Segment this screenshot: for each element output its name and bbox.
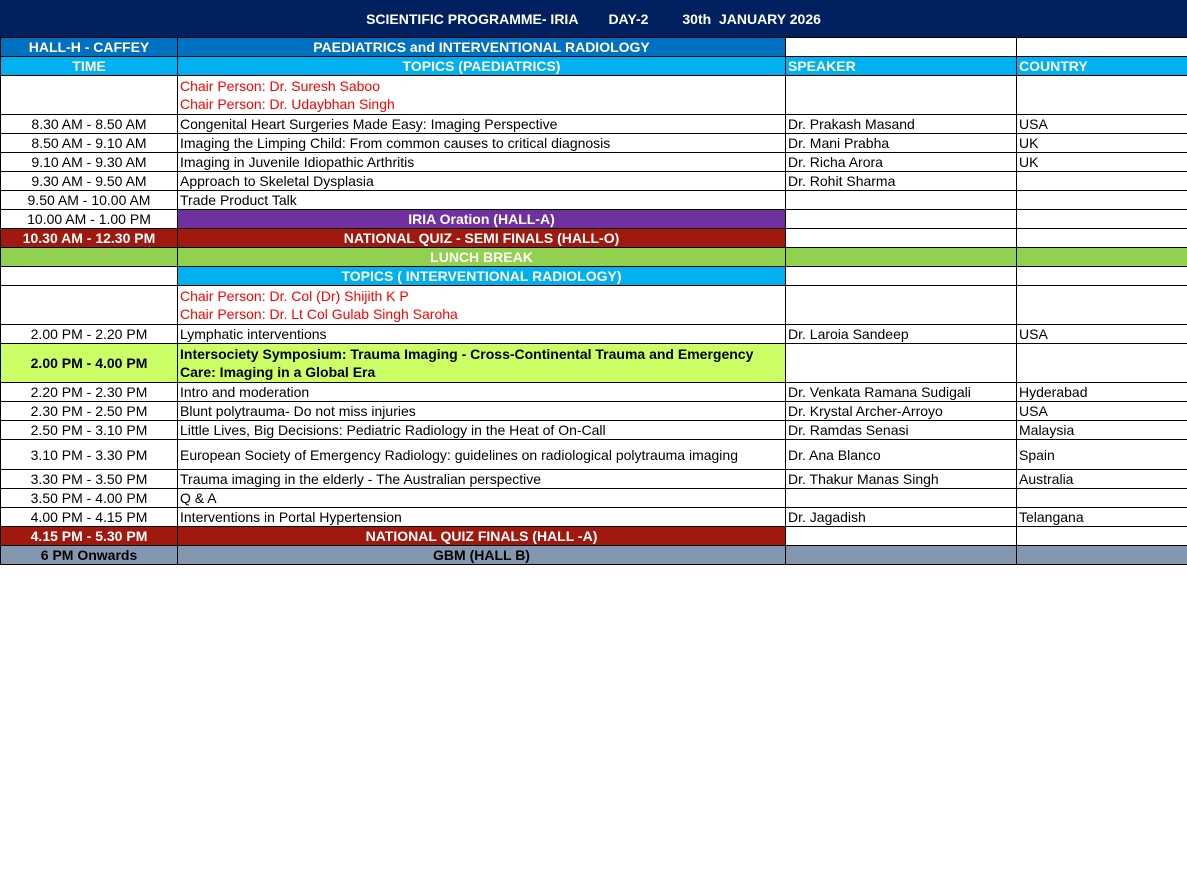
empty-cell [1017, 546, 1187, 565]
col-header-time: TIME [1, 57, 178, 76]
time-cell: 2.50 PM - 3.10 PM [1, 421, 178, 440]
speaker-cell: Dr. Ana Blanco [786, 440, 1017, 470]
empty-cell [1017, 527, 1187, 546]
ir-topics-row [1, 267, 1187, 286]
lunch-band: LUNCH BREAK [178, 248, 786, 267]
country-cell: Hyderabad [1017, 383, 1187, 402]
symposium-line: Care: Imaging in a Global Era [180, 364, 376, 380]
gbm-band: GBM (HALL B) [178, 546, 786, 565]
hall-row [1, 38, 1187, 57]
country-cell: Australia [1017, 470, 1187, 489]
topic-cell: European Society of Emergency Radiology: guidelines on radiological polytrauma imaging [178, 440, 786, 470]
speaker-cell: Dr. Venkata Ramana Sudigali [786, 383, 1017, 402]
empty-cell [786, 210, 1017, 229]
programme-title: SCIENTIFIC PROGRAMME- IRIA [366, 10, 579, 27]
empty-cell [1, 267, 178, 286]
time-cell: 4.15 PM - 5.30 PM [1, 527, 178, 546]
time-cell: 3.30 PM - 3.50 PM [1, 470, 178, 489]
topic-cell: Trade Product Talk [178, 191, 786, 210]
programme-title-bar [0, 0, 1187, 37]
table-row [1, 440, 1187, 470]
table-row [1, 191, 1187, 210]
topic-cell: Trauma imaging in the elderly - The Australian perspective [178, 470, 786, 489]
time-cell: 3.10 PM - 3.30 PM [1, 440, 178, 470]
time-cell: 9.10 AM - 9.30 AM [1, 153, 178, 172]
symposium-title [178, 344, 786, 383]
empty-cell [1, 76, 178, 115]
empty-cell [1, 248, 178, 267]
empty-cell [1017, 286, 1187, 325]
hall-theme: PAEDIATRICS and INTERVENTIONAL RADIOLOGY [178, 38, 786, 57]
time-cell: 2.30 PM - 2.50 PM [1, 402, 178, 421]
time-cell: 4.00 PM - 4.15 PM [1, 508, 178, 527]
quiz-semi-band: NATIONAL QUIZ - SEMI FINALS (HALL-O) [178, 229, 786, 248]
chair-persons [178, 76, 786, 115]
symposium-line: Intersociety Symposium: Trauma Imaging - Cross-Continental Trauma and Emergency [180, 346, 754, 362]
symposium-row [1, 344, 1187, 383]
col-header-speaker: SPEAKER [786, 57, 1017, 76]
time-cell: 10.00 AM - 1.00 PM [1, 210, 178, 229]
topic-cell: Q & A [178, 489, 786, 508]
topic-cell: Imaging the Limping Child: From common causes to critical diagnosis [178, 134, 786, 153]
time-cell: 2.20 PM - 2.30 PM [1, 383, 178, 402]
time-cell: 3.50 PM - 4.00 PM [1, 489, 178, 508]
country-cell: Telangana [1017, 508, 1187, 527]
chair-person: Chair Person: Dr. Lt Col Gulab Singh Saroha [180, 306, 458, 322]
country-cell [1017, 172, 1187, 191]
table-row [1, 325, 1187, 344]
lunch-row [1, 248, 1187, 267]
country-cell: USA [1017, 402, 1187, 421]
table-row [1, 402, 1187, 421]
empty-cell [786, 76, 1017, 115]
speaker-cell [786, 489, 1017, 508]
gbm-row [1, 546, 1187, 565]
table-row [1, 508, 1187, 527]
empty-cell [1, 286, 178, 325]
empty-cell [786, 38, 1017, 57]
time-cell: 8.30 AM - 8.50 AM [1, 115, 178, 134]
speaker-cell: Dr. Jagadish [786, 508, 1017, 527]
table-row [1, 115, 1187, 134]
empty-cell [1017, 344, 1187, 383]
oration-band: IRIA Oration (HALL-A) [178, 210, 786, 229]
table-row [1, 134, 1187, 153]
empty-cell [1017, 267, 1187, 286]
speaker-cell: Dr. Thakur Manas Singh [786, 470, 1017, 489]
topic-cell: Lymphatic interventions [178, 325, 786, 344]
table-row [1, 383, 1187, 402]
topic-cell: Little Lives, Big Decisions: Pediatric Radiology in the Heat of On-Call [178, 421, 786, 440]
col-header-topics: TOPICS (PAEDIATRICS) [178, 57, 786, 76]
speaker-cell: Dr. Laroia Sandeep [786, 325, 1017, 344]
programme-day: DAY-2 [608, 10, 649, 27]
table-row [1, 153, 1187, 172]
topic-cell: Approach to Skeletal Dysplasia [178, 172, 786, 191]
column-header-row [1, 57, 1187, 76]
country-cell: Spain [1017, 440, 1187, 470]
speaker-cell: Dr. Rohit Sharma [786, 172, 1017, 191]
empty-cell [786, 546, 1017, 565]
time-cell: 2.00 PM - 4.00 PM [1, 344, 178, 383]
country-cell [1017, 191, 1187, 210]
country-cell: UK [1017, 134, 1187, 153]
hall-name: HALL-H - CAFFEY [1, 38, 178, 57]
quiz-finals-band: NATIONAL QUIZ FINALS (HALL -A) [178, 527, 786, 546]
ir-topics-band: TOPICS ( INTERVENTIONAL RADIOLOGY) [178, 267, 786, 286]
quiz-finals-row [1, 527, 1187, 546]
empty-cell [786, 527, 1017, 546]
time-cell: 2.00 PM - 2.20 PM [1, 325, 178, 344]
schedule-table [0, 37, 1187, 565]
time-cell: 8.50 AM - 9.10 AM [1, 134, 178, 153]
empty-cell [786, 248, 1017, 267]
empty-cell [1017, 229, 1187, 248]
empty-cell [786, 267, 1017, 286]
speaker-cell: Dr. Richa Arora [786, 153, 1017, 172]
empty-cell [786, 344, 1017, 383]
chair-row [1, 76, 1187, 115]
country-cell: Malaysia [1017, 421, 1187, 440]
speaker-cell: Dr. Mani Prabha [786, 134, 1017, 153]
empty-cell [1017, 76, 1187, 115]
speaker-cell: Dr. Krystal Archer-Arroyo [786, 402, 1017, 421]
speaker-cell: Dr. Prakash Masand [786, 115, 1017, 134]
topic-cell: Congenital Heart Surgeries Made Easy: Imaging Perspective [178, 115, 786, 134]
chair-person: Chair Person: Dr. Udaybhan Singh [180, 96, 395, 112]
table-row [1, 470, 1187, 489]
quiz-semi-row [1, 229, 1187, 248]
chair-person: Chair Person: Dr. Col (Dr) Shijith K P [180, 288, 409, 304]
speaker-cell: Dr. Ramdas Senasi [786, 421, 1017, 440]
empty-cell [786, 229, 1017, 248]
oration-row [1, 210, 1187, 229]
empty-cell [1017, 38, 1187, 57]
empty-cell [1017, 210, 1187, 229]
empty-cell [1017, 248, 1187, 267]
time-cell: 9.30 AM - 9.50 AM [1, 172, 178, 191]
topic-cell: Blunt polytrauma- Do not miss injuries [178, 402, 786, 421]
chair-persons [178, 286, 786, 325]
time-cell: 9.50 AM - 10.00 AM [1, 191, 178, 210]
time-cell: 6 PM Onwards [1, 546, 178, 565]
time-cell: 10.30 AM - 12.30 PM [1, 229, 178, 248]
speaker-cell [786, 191, 1017, 210]
topic-cell: Intro and moderation [178, 383, 786, 402]
chair-person: Chair Person: Dr. Suresh Saboo [180, 78, 380, 94]
empty-cell [786, 286, 1017, 325]
col-header-country: COUNTRY [1017, 57, 1187, 76]
topic-cell: Interventions in Portal Hypertension [178, 508, 786, 527]
country-cell: UK [1017, 153, 1187, 172]
table-row [1, 421, 1187, 440]
chair-row [1, 286, 1187, 325]
table-row [1, 489, 1187, 508]
country-cell: USA [1017, 325, 1187, 344]
country-cell: USA [1017, 115, 1187, 134]
topic-cell: Imaging in Juvenile Idiopathic Arthritis [178, 153, 786, 172]
table-row [1, 172, 1187, 191]
country-cell [1017, 489, 1187, 508]
programme-date: 30th JANUARY 2026 [682, 10, 821, 27]
